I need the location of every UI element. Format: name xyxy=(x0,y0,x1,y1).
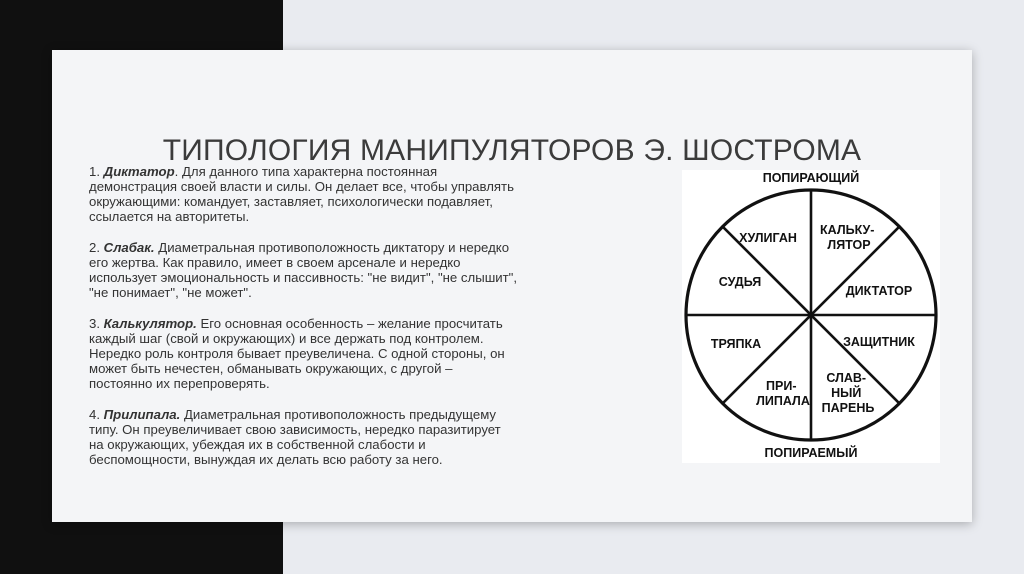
sector-line: ЗАЩИТНИК xyxy=(843,335,915,349)
term-clinger: Прилипала. xyxy=(103,407,181,422)
sector-line: ПАРЕНЬ xyxy=(821,401,875,415)
sector-huligan xyxy=(739,231,797,245)
text-line: Диаметральная противоположность диктатору и нередко xyxy=(154,240,510,255)
text-line: демонстрация своей власти и силы. Он делает все, чтобы управлять xyxy=(89,179,514,194)
paragraph-number: 4. xyxy=(89,407,100,422)
paragraph-number: 3. xyxy=(89,316,100,331)
sector-slavny-paren xyxy=(822,371,875,415)
paragraph-weakling xyxy=(89,240,649,300)
sector-line: ПРИ- xyxy=(766,379,797,393)
top-label: ПОПИРАЮЩИЙ xyxy=(762,171,860,185)
sector-line: ТРЯПКА xyxy=(710,337,762,351)
text-line: использует эмоциональность и пассивность: "не видит", "не слышит", xyxy=(89,270,518,285)
text-line: Его основная особенность – желание просчитать xyxy=(196,316,503,331)
sector-line: ХУЛИГАН xyxy=(739,231,797,245)
slide-card xyxy=(52,50,972,522)
sector-diktator xyxy=(846,284,912,298)
slide-title: ТИПОЛОГИЯ МАНИПУЛЯТОРОВ Э. ШОСТРОМА xyxy=(162,134,862,167)
sector-tryapka xyxy=(711,337,761,351)
text-line: Диаметральная противоположность предыдущему xyxy=(180,407,497,422)
term-calculator: Калькулятор. xyxy=(103,316,197,331)
sector-prilipala xyxy=(756,379,810,408)
text-line: каждый шаг (свой и окружающих) и все держать под контролем. xyxy=(89,331,484,346)
text-line: Нередко роль контроля бывает преувеличена. С одной стороны, он xyxy=(89,346,505,361)
sector-line: ЛИПАЛА xyxy=(756,394,810,408)
sector-sudya xyxy=(719,275,761,289)
sector-kalkulyator xyxy=(820,223,878,252)
text-line: окружающими: командует, заставляет, психологически подавляет, xyxy=(89,194,493,209)
text-line: его жертва. Как правило, имеет в своем арсенале и нередко xyxy=(89,255,461,270)
paragraph-dictator xyxy=(89,164,649,224)
text-line: типу. Он преувеличивает свою зависимость, нередко паразитирует xyxy=(89,422,501,437)
text-line: ссылается на авторитеты. xyxy=(89,209,250,224)
text-line: постоянно их перепроверять. xyxy=(89,376,270,391)
paragraph-clinger xyxy=(89,407,649,467)
sector-line: ДИКТАТОР xyxy=(845,284,913,298)
sector-line: СУДЬЯ xyxy=(718,275,762,289)
sector-line: СЛАВ- xyxy=(826,371,867,385)
paragraph-number: 1. xyxy=(89,164,100,179)
bottom-label: ПОПИРАЕМЫЙ xyxy=(764,446,858,460)
text-line: может быть нечестен, обманывать окружающих, с другой – xyxy=(89,361,453,376)
sector-line: ЛЯТОР xyxy=(827,238,871,252)
sector-line: НЫЙ xyxy=(831,386,862,400)
text-line: на окружающих, убеждая их в собственной слабости и xyxy=(89,437,426,452)
term-dictator: Диктатор xyxy=(103,164,175,179)
typology-text xyxy=(89,164,649,483)
text-line: беспомощности, вынуждая их делать всю работу за него. xyxy=(89,452,443,467)
text-line: . Для данного типа характерна постоянная xyxy=(174,164,438,179)
paragraph-number: 2. xyxy=(89,240,100,255)
sector-line: КАЛЬКУ- xyxy=(820,223,875,237)
text-line: "не понимает", "не может". xyxy=(89,285,252,300)
sector-zashchitnik xyxy=(843,335,915,349)
paragraph-calculator xyxy=(89,316,649,391)
manipulator-wheel-diagram xyxy=(682,170,940,463)
wheel-svg xyxy=(682,170,940,463)
term-weakling: Слабак. xyxy=(103,240,155,255)
